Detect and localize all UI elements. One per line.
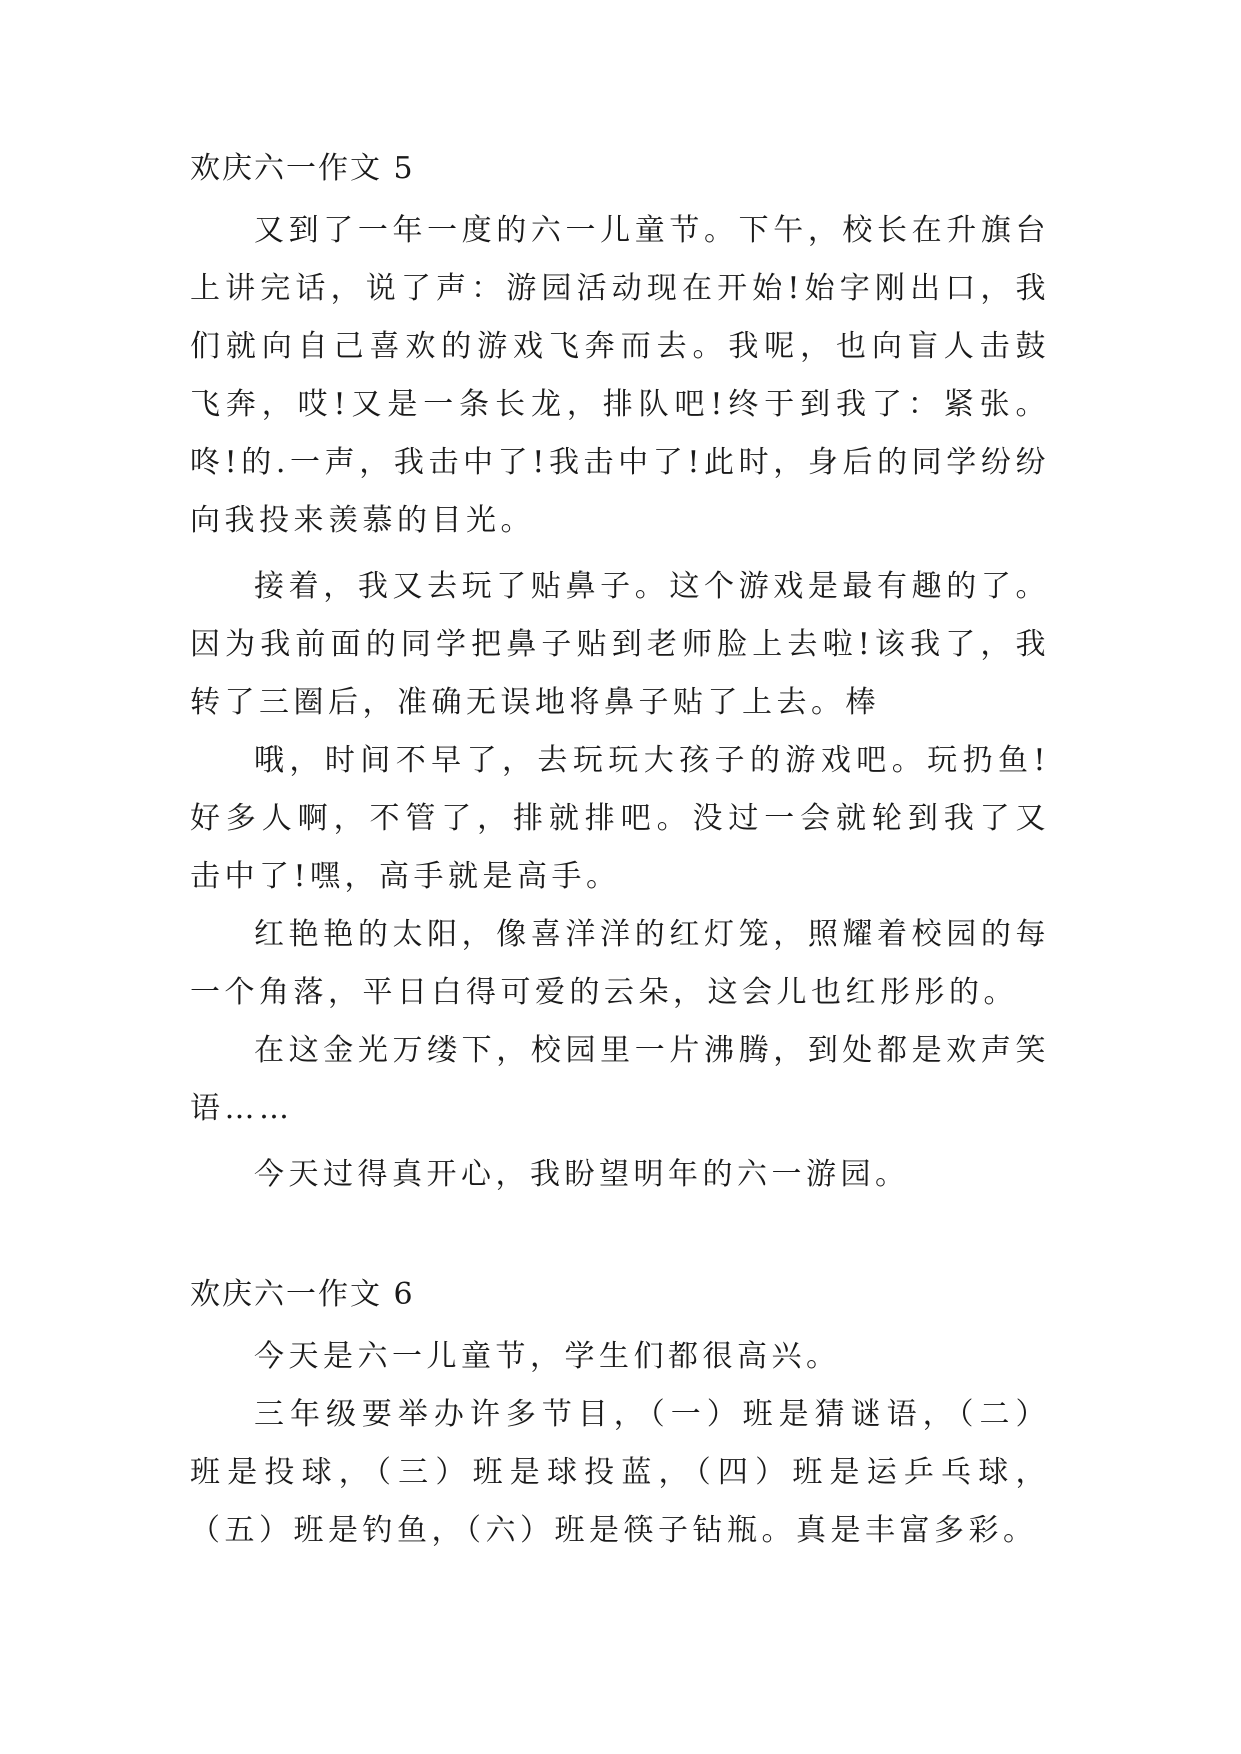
paragraph: 今天过得真开心，我盼望明年的六一游园。 — [254, 1157, 910, 1192]
paragraph: 哦，时间不早了，去玩玩大孩子的游戏吧。玩扔鱼!好多人啊，不管了，排就排吧。没过一会就轮到我了又击中了!嘿，高手就是高手。 — [190, 743, 1050, 894]
document-page — [190, 140, 1050, 1560]
essay-6 — [190, 1266, 1050, 1560]
paragraph: 今天是六一儿童节，学生们都很高兴。 — [254, 1339, 841, 1374]
paragraph: 红艳艳的太阳，像喜洋洋的红灯笼，照耀着校园的每一个角落，平日白得可爱的云朵，这会儿也红彤彤的。 — [190, 917, 1050, 1010]
paragraph: 三年级要举办许多节目，（一）班是猜谜语，（二）班是投球，（三）班是球投蓝，（四）班是运乒乓球，（五）班是钓鱼，（六）班是筷子钻瓶。真是丰富多彩。 — [190, 1397, 1050, 1548]
essay-title: 欢庆六一作文 6 — [190, 1277, 415, 1312]
paragraph: 接着，我又去玩了贴鼻子。这个游戏是最有趣的了。因为我前面的同学把鼻子贴到老师脸上去啦!该我了，我转了三圈后，准确无误地将鼻子贴了上去。棒 — [190, 569, 1050, 720]
paragraph: 在这金光万缕下，校园里一片沸腾，到处都是欢声笑语…… — [190, 1033, 1050, 1126]
essay-title: 欢庆六一作文 5 — [190, 151, 415, 186]
paragraph: 又到了一年一度的六一儿童节。下午，校长在升旗台上讲完话，说了声：游园活动现在开始!始字刚出口，我们就向自己喜欢的游戏飞奔而去。我呢，也向盲人击鼓飞奔，哎!又是一条长龙，排队吧!终于到我了：紧张。咚!的.一声，我击中了!我击中了!此时，身后的同学纷纷向我投来羡慕的目光。 — [190, 213, 1050, 538]
essay-5 — [190, 140, 1050, 1204]
